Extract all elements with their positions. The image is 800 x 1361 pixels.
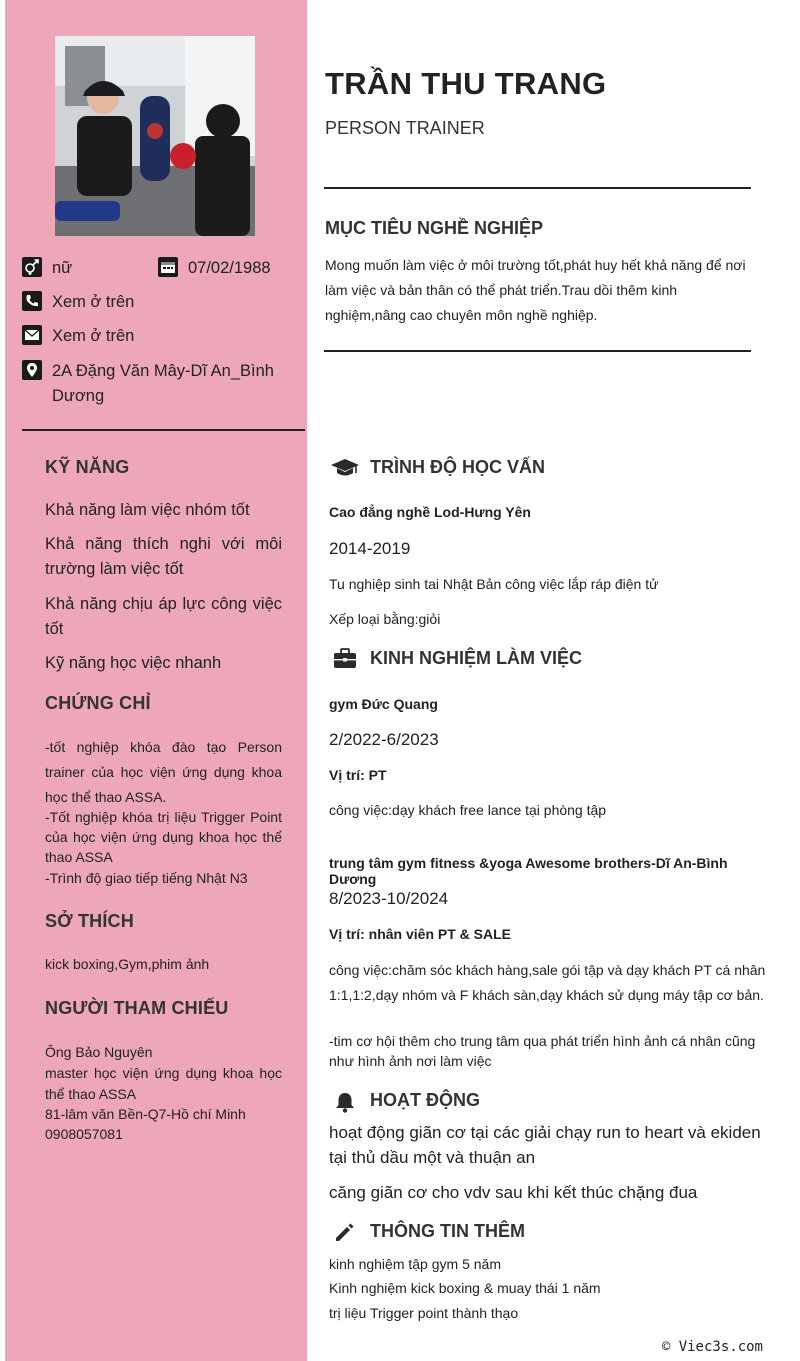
email-icon (22, 325, 42, 345)
candidate-title: PERSON TRAINER (325, 118, 485, 138)
profile-photo (55, 36, 255, 236)
experience-heading: KINH NGHIỆM LÀM VIỆC (370, 648, 583, 668)
reference-role: master học viện ứng dụng khoa học thể thao ASSA (45, 1065, 282, 1102)
education-desc: Tu nghiệp sinh tai Nhật Bản công việc lắp ráp điện tử (329, 576, 659, 592)
skills-heading: KỸ NĂNG (45, 457, 130, 477)
pencil-icon (331, 1221, 359, 1245)
education-heading: TRÌNH ĐỘ HỌC VẤN (370, 457, 545, 477)
reference-address: 81-lâm văn Bền-Q7-Hồ chí Minh (45, 1106, 246, 1122)
objective-divider (324, 350, 751, 352)
job-position: Vị trí: PT (329, 767, 387, 783)
activities-heading: HOẠT ĐỘNG (370, 1090, 480, 1110)
certificates-heading: CHỨNG CHỈ (45, 693, 151, 713)
candidate-name: TRẦN THU TRANG (325, 66, 607, 101)
hobbies-heading: SỞ THÍCH (45, 911, 134, 931)
gender-value: nữ (52, 259, 73, 277)
education-school: Cao đẳng nghề Lod-Hưng Yên (329, 504, 531, 520)
job-desc-extra: -tim cơ hội thêm cho trung tâm qua phát triển hình ảnh cá nhân cũng như hình ảnh nơi làm việc (329, 1033, 756, 1069)
bell-icon (331, 1091, 359, 1115)
skill-item: Khả năng thích nghi với môi trường làm việc tốt (45, 535, 282, 578)
activity-item: hoạt động giãn cơ tại các giải chạy run to heart và ekiden tại thủ dầu một và thuận an (329, 1123, 761, 1167)
skill-item: Kỹ năng học việc nhanh (45, 654, 222, 672)
job-period: 8/2023-10/2024 (329, 889, 449, 908)
job-period: 2/2022-6/2023 (329, 730, 439, 749)
phone-icon (22, 291, 42, 311)
extra-item: kinh nghiệm tập gym 5 năm (329, 1256, 501, 1272)
hobbies-text: kick boxing,Gym,phim ảnh (45, 956, 210, 972)
job-company: trung tâm gym fitness &yoga Awesome brothers-Dĩ An-Bình Dương (329, 855, 728, 887)
email-value: Xem ở trên (52, 327, 135, 345)
objective-heading: MỤC TIÊU NGHỀ NGHIỆP (325, 218, 544, 238)
certificate-line: -Tốt nghiệp khóa trị liệu Trigger Point của học viện ứng dụng khoa học thể thao ASSA (45, 809, 282, 865)
job-desc: công việc:chăm sóc khách hàng,sale gói tập và dạy khách PT cá nhân 1:1,1:2,dạy nhóm và F khách sàn,dạy khách sử dụng máy tập cơ bản. (329, 962, 766, 1003)
briefcase-icon (331, 648, 359, 672)
skill-item: Khả năng làm việc nhóm tốt (45, 501, 250, 519)
job-company: gym Đức Quang (329, 696, 438, 712)
phone-value: Xem ở trên (52, 293, 135, 311)
location-pin-icon (22, 360, 42, 380)
graduation-cap-icon (331, 457, 359, 481)
extra-item: trị liệu Trigger point thành thạo (329, 1305, 519, 1321)
job-desc: công việc:dạy khách free lance tại phòng tập (329, 802, 607, 818)
reference-phone: 0908057081 (45, 1126, 123, 1142)
calendar-icon (158, 257, 178, 277)
activity-item: căng giãn cơ cho vdv sau khi kết thúc chặng đua (329, 1183, 698, 1202)
extra-item: Kinh nghiệm kick boxing & muay thái 1 năm (329, 1280, 601, 1296)
extra-heading: THÔNG TIN THÊM (370, 1221, 525, 1241)
birthdate-value: 07/02/1988 (188, 259, 271, 277)
objective-text: Mong muốn làm việc ở môi trường tốt,phát huy hết khả năng để nơi làm việc và bản thân có thể phát triển.Trau dồi thêm kinh nghiệm,nâng cao chuyên môn nghề nghiệp. (325, 257, 746, 323)
references-heading: NGƯỜI THAM CHIẾU (45, 998, 229, 1018)
education-grade: Xếp loại bằng:giỏi (329, 611, 441, 627)
certificate-line: -Trình độ giao tiếp tiếng Nhật N3 (45, 870, 248, 886)
reference-name: Ông Bảo Nguyên (45, 1044, 153, 1060)
gender-icon (22, 257, 42, 277)
sidebar-divider (22, 429, 305, 431)
footer-credit: © Viec3s.com (661, 1339, 763, 1355)
skill-item: Khả năng chịu áp lực công việc tốt (45, 595, 282, 638)
address-value: 2A Đặng Văn Mây-Dĩ An_Bình Dương (52, 362, 274, 405)
header-divider (324, 187, 751, 189)
certificate-line: -tốt nghiệp khóa đào tạo Person trainer của học viện ứng dụng khoa học thể thao ASSA. (45, 739, 282, 805)
education-period: 2014-2019 (329, 539, 411, 558)
job-position: Vị trí: nhân viên PT & SALE (329, 926, 512, 942)
